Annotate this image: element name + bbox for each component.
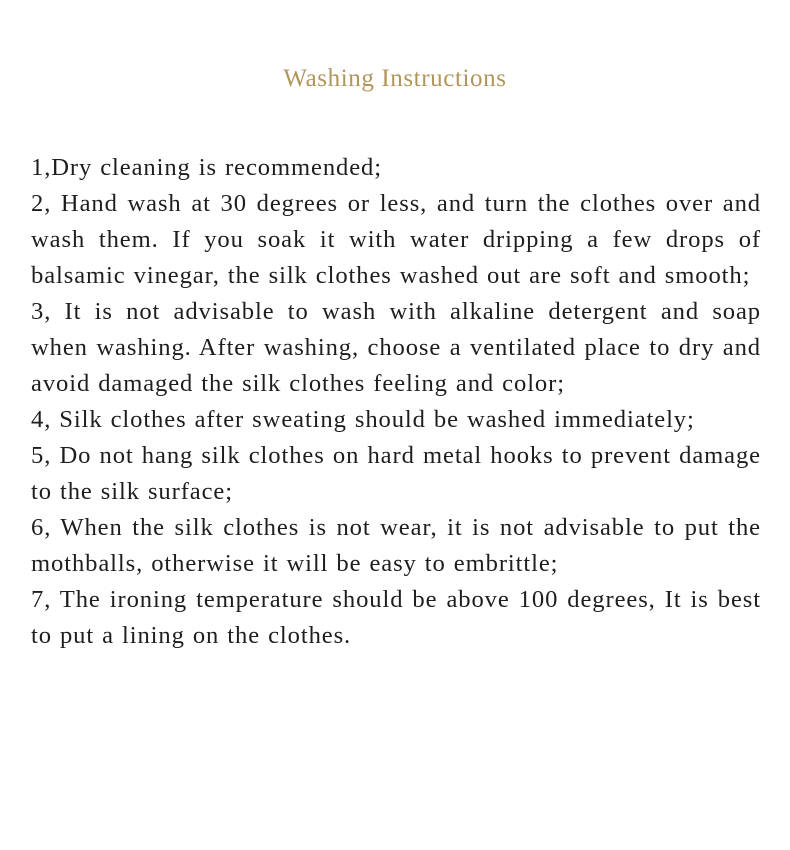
instruction-item-5: 5, Do not hang silk clothes on hard metal hooks to prevent damage to the silk surface; [31, 442, 761, 505]
instruction-item-3: 3, It is not advisable to wash with alkaline detergent and soap when washing. After washing, choose a ventilated place to dry and avoid damaged the silk clothes feeling and color; [31, 298, 761, 397]
instruction-item-7: 7, The ironing temperature should be above 100 degrees, It is best to put a lining on the clothes. [31, 586, 761, 649]
instruction-item-1: 1,Dry cleaning is recommended; [31, 154, 382, 181]
instruction-item-6: 6, When the silk clothes is not wear, it is not advisable to put the mothballs, otherwise it will be easy to embrittle; [31, 514, 761, 577]
instruction-item-2: 2, Hand wash at 30 degrees or less, and turn the clothes over and wash them. If you soak it with water dripping a few drops of balsamic vinegar, the silk clothes washed out are soft and smooth; [31, 190, 761, 289]
page-title: Washing Instructions [283, 65, 507, 92]
instructions-list [31, 150, 761, 654]
instruction-item-4: 4, Silk clothes after sweating should be washed immediately; [31, 406, 695, 433]
